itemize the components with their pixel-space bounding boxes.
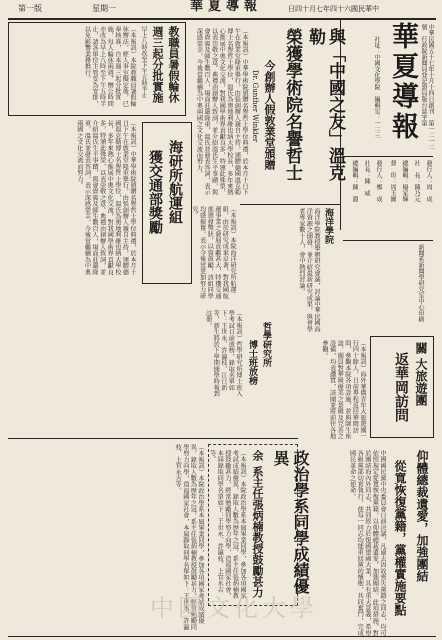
header-left: 第一版 bbox=[18, 4, 42, 13]
award-headline-1: 海研所航運組 bbox=[167, 140, 183, 224]
sidebar-staff-5: 發行人：鄭 成 bbox=[375, 160, 382, 202]
phd-headline-2: 博士班放榜 bbox=[247, 340, 257, 385]
sidebar-staff-6: 社長：陳 威 bbox=[363, 160, 370, 196]
sidebar-dept: 新聞系新聞學研究室中心印刷 bbox=[417, 244, 424, 322]
header-rule bbox=[8, 18, 436, 20]
sidebar-pub-info: 中華民國五十七年十月十四日創刊 第一二一二號 行政院新聞局登記證局版台誌字第 bbox=[420, 24, 434, 150]
award-headline-2: 獲交通部獎勵 bbox=[147, 150, 163, 234]
sidebar-staff-3: 總編輯：楊家輝 bbox=[401, 160, 408, 202]
phd-headline-1: 哲學研究所 bbox=[261, 322, 271, 367]
header-middle: 星期一 bbox=[92, 4, 116, 13]
left-column-body: （本報訊）中華學術院頒贈名譽哲士學位典禮，於本月十日下午在敦業堂隆重舉行，由張創辦人親自主持，頒贈德國溫克勒博士名譽哲士學位，溫氏為奧地利維也納大學校長，多年來熱心推展中奧文化交流，對我國學術界貢獻良多，特頒此殊榮，以表崇敬之意。典禮由創辦人致詞，並介紹溫氏生平事蹟，與會貴賓及師生數百人，場面莊嚴隆重，溫氏並發表答詞，表示深感榮幸，今後當繼續為中奧兩國之文化交流而努力。 bbox=[75, 120, 136, 275]
notice-subheadline: 早上八時改至下午五時半止 bbox=[140, 26, 147, 98]
sidebar-staff-4: 督 印：周玉圖 bbox=[389, 160, 396, 202]
phd-body: （本報訊）哲學研究所博士班入學考試日前放榜，錄取名單如下：王世永、許瀛枝、江日新等，新生將於下學期開學時報到註冊。 bbox=[204, 310, 242, 397]
tour-body: （本報訊）海外華僑青年大旅遊團一行四十餘人，日前專程返回華岡訪問，參觀本院各項設施，並與師生座談，團員對華岡優美之景緻及完善之設備，均表讚賞，該團並將前往各地參觀。 bbox=[321, 340, 366, 440]
main-person-name: Dr. Gunther Winkler bbox=[251, 70, 259, 143]
editorial-body: 中國國民黨中央委員會日前決議，凡過去因故喪失黨籍之同志，均可依照規定從寬恢復黨籍，以仰體總裁遺愛，加強團結。此項措施，對於團結海內外同志，共同致力於復國建國大業，具有重大意義，希望各級黨部切實執行，使每一同志均能重回黨的懷抱，共同奮鬥，完成國民革命之使命。 bbox=[348, 450, 386, 636]
tour-headline-1: 大旅遊團 bbox=[414, 358, 428, 406]
notice-body: （本報訊）本院教職員暑假輪休辦法，經人事室擬定後，已奉核准，自本週三起分批實施，每人輪休兩週，辦公時間亦改為早上八時至下午五時半止，請各單位主管妥為安排，以免影響業務推行。 bbox=[83, 26, 136, 107]
notice-headline-1: 教職員暑假輪休 bbox=[167, 26, 180, 103]
header-date: 日四十月七年四十六國民華中 bbox=[288, 5, 379, 13]
bottom-rule bbox=[8, 636, 436, 637]
ocean-headline: 海洋學院 bbox=[323, 208, 333, 244]
sidebar-masthead: 華夏導報 bbox=[387, 22, 418, 142]
header-masthead: 華夏導報 bbox=[190, 0, 263, 14]
main-article-body: （本報訊）中華學術院頒贈名譽哲士學位典禮，於本月十日下午在敦業堂隆重舉行，由張創辦人親自主持，頒贈德國溫克勒博士名譽哲士學位，溫氏為奧地利維也納大學校長，多年來熱心推展中奧文化交流，對我國學術界貢獻良多，特頒此殊榮，以表崇敬之意。典禮由創辦人致詞，並介紹溫氏生平事蹟，與會貴賓及師生數百人，場面莊嚴隆重，溫氏並發表答詞，表示深感榮幸，今後當繼續為中奧兩國之文化交流而努力。 bbox=[195, 28, 248, 196]
sidebar-staff-1: 發行人：周 成 bbox=[425, 160, 432, 202]
tour-headline-2: 返華岡訪問 bbox=[393, 352, 409, 422]
polisci-prefix: 余 bbox=[251, 450, 264, 461]
notice-headline-2: 週三起分批實施 bbox=[151, 26, 164, 103]
main-headline-2: 榮獲學術院名譽哲士 bbox=[282, 28, 302, 181]
polisci-subheadline: 系主任張炳楠教授鼓勵甚力 bbox=[251, 466, 264, 598]
sidebar-rule-2 bbox=[343, 240, 433, 241]
polisci-headline: 政治學系同學成績優異 bbox=[271, 450, 310, 594]
ocean-rule bbox=[240, 204, 340, 205]
main-subheadline: 今創辦人假敦業堂頒贈 bbox=[263, 60, 276, 170]
sidebar-staff-2: 社 長：陳乃元 bbox=[413, 160, 420, 202]
tour-prefix: 關 bbox=[414, 342, 428, 354]
sidebar-rule-1 bbox=[343, 156, 433, 157]
ocean-body: 海洋學院教授舉辦研究會議，討論中華民國海洋資源之開發，並介紹最新研究成果，與會學者專家數十人，會中熱烈討論。 bbox=[297, 208, 320, 332]
middle-rule bbox=[8, 438, 298, 439]
lower-left-body: （本報訊）本院政治學系本屆畢業同學，參加各項國家考試成績優異，錄取人數為歷年之冠，系主任張炳楠教授鼓勵甚力，經常勉勵同學努力向學，造福國家社會，本屆錄取同學名單如下：王世永、許瀛枝、上官永吉等。 bbox=[174, 444, 204, 630]
main-headline-1: 與「中國之友」溫克勒 bbox=[305, 28, 345, 181]
polisci-body: （本報訊）本院政治學系本屆畢業同學，參加各項國家考試成績優異，錄取人數為歷年之冠，系主任張炳楠教授鼓勵甚力，經常勉勵同學努力向學，造福國家社會，本屆錄取同學名單如下：王世永、許瀛枝、上官永吉等。 bbox=[208, 450, 246, 599]
award-body: （本報訊）本院海洋研究所航運組，由於研究成果卓著，對我國航運事業之發展貢獻甚大，特獲交通部頒發獎狀，以資鼓勵，該組同學均感振奮，表示今後當更加努力研究。 bbox=[191, 206, 236, 299]
watermark: 中國文化大學 bbox=[150, 594, 318, 622]
sidebar-publisher: 社址：中國文化學院 編輯室：一二三 bbox=[373, 36, 380, 138]
editorial-headline-1: 仰體總裁遺愛，加強團結 bbox=[415, 450, 429, 582]
sidebar-staff-7: 總編輯：陳 淵 bbox=[351, 160, 358, 202]
editorial-headline-2: 從寬恢復黨籍，黨權實施要點 bbox=[393, 460, 407, 616]
